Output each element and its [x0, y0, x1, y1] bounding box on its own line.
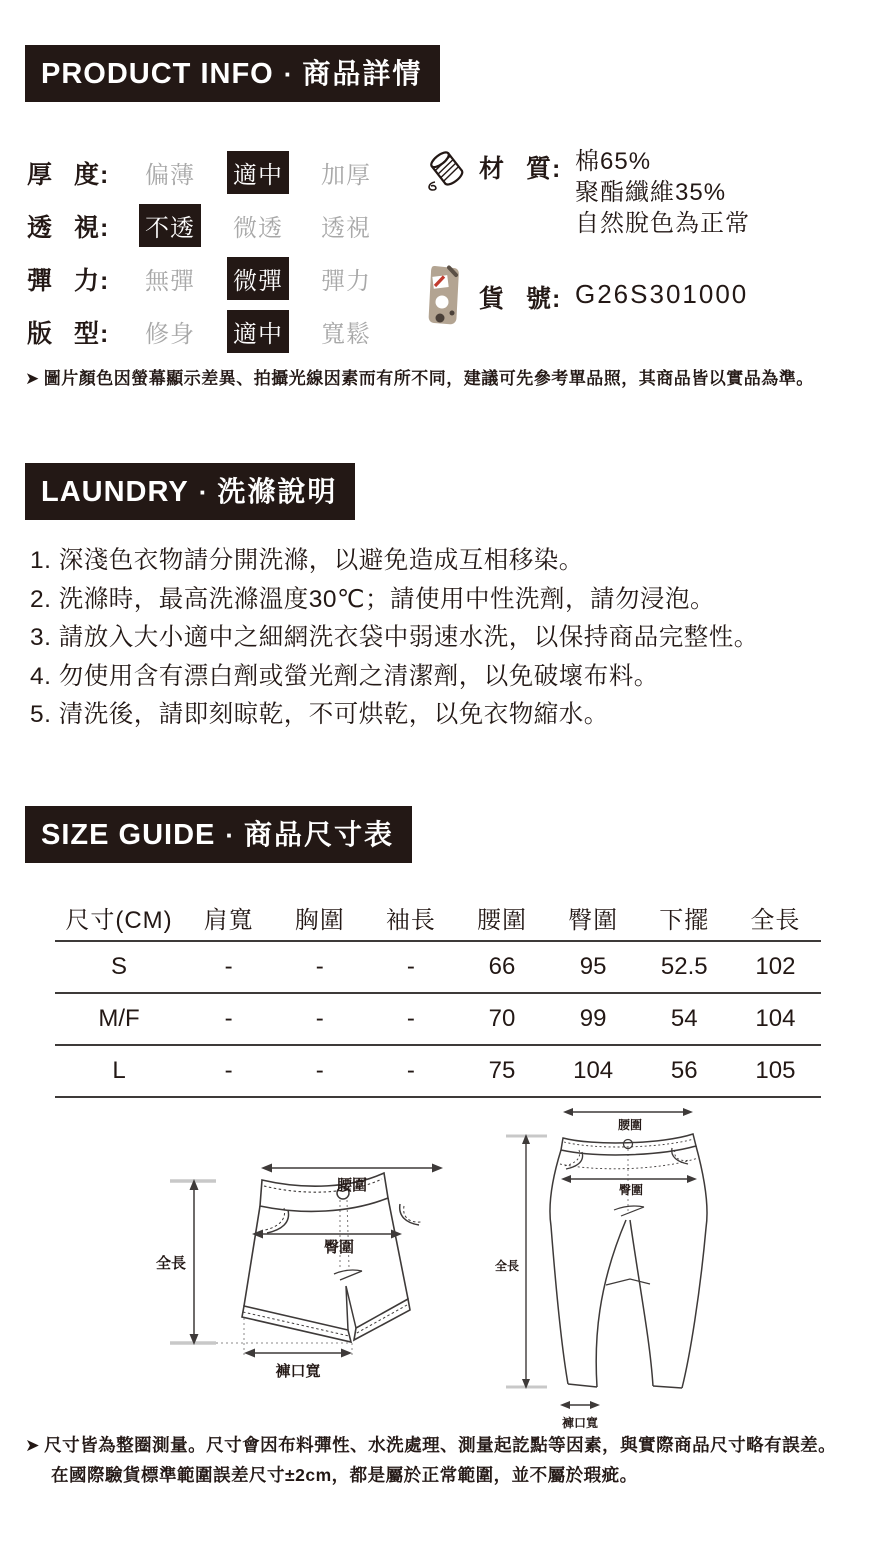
- size-cell: -: [315, 1057, 324, 1084]
- size-cell: 54: [670, 1005, 698, 1032]
- material-label: 材 質:: [479, 155, 562, 183]
- product-info-header: [25, 45, 440, 102]
- attribute-option: 修身: [145, 321, 195, 348]
- size-cell: 70: [488, 1005, 516, 1032]
- size-table-header: 臀圍: [568, 906, 619, 934]
- size-table-header: 肩寬: [203, 906, 254, 934]
- size-table-header-row: [55, 894, 821, 941]
- measurement-note-line: [25, 1430, 836, 1460]
- item-number-label: 貨 號:: [479, 285, 562, 313]
- laundry-item: 3. 請放入大小適中之細網洗衣袋中弱速水洗，以保持商品完整性。: [30, 624, 759, 651]
- laundry-title-zh: 洗滌說明: [217, 476, 338, 507]
- size-cell: -: [315, 953, 324, 980]
- material-row: [425, 146, 857, 239]
- shorts-hip-label: 臀圍: [323, 1239, 355, 1256]
- size-cell: -: [406, 1057, 415, 1084]
- arrow-marker-icon: ➤: [25, 369, 40, 388]
- attribute-option-selected: 不透: [139, 204, 201, 247]
- title-separator-dot: ·: [198, 477, 208, 507]
- size-cell: M/F: [98, 1005, 140, 1032]
- laundry-item: 1. 深淺色衣物請分開洗滌，以避免造成互相移染。: [30, 547, 584, 574]
- attribute-option: 寬鬆: [321, 321, 371, 348]
- size-cell: 75: [488, 1057, 516, 1084]
- title-separator-dot: ·: [225, 820, 235, 850]
- arrow-marker-icon: ➤: [25, 1435, 41, 1455]
- pants-measurement-diagram: [478, 1094, 728, 1442]
- attributes-section: [27, 146, 857, 358]
- product-info-title-zh: 商品詳情: [302, 58, 423, 89]
- attribute-row-stretch: [27, 252, 425, 305]
- size-cell: -: [406, 953, 415, 980]
- attribute-label: 版 型:: [27, 319, 110, 348]
- material-line: 自然脫色為正常: [575, 210, 750, 237]
- size-guide-header: [25, 806, 412, 863]
- attribute-option: 微透: [233, 215, 283, 242]
- laundry-header: [25, 463, 355, 520]
- pants-full-length-label: 全長: [495, 1259, 520, 1273]
- attribute-option: 偏薄: [145, 162, 195, 189]
- laundry-title-en: LAUNDRY: [41, 476, 189, 508]
- measurement-note-line: 在國際驗貨標準範圍誤差尺寸±2cm，都是屬於正常範圍，並不屬於瑕疵。: [51, 1465, 638, 1485]
- shorts-waist-label: 腰圍: [336, 1177, 368, 1194]
- attribute-list: [27, 146, 425, 358]
- size-guide-title-en: SIZE GUIDE: [41, 819, 216, 851]
- material-and-itemno: [425, 146, 857, 358]
- size-cell: -: [224, 1057, 233, 1084]
- shorts-full-length-label: 全長: [156, 1255, 187, 1272]
- pants-leg-opening-label: 褲口寬: [561, 1416, 599, 1430]
- size-table: [55, 894, 821, 1098]
- pants-hip-label: 臀圍: [618, 1183, 644, 1197]
- size-cell: 102: [755, 953, 796, 980]
- attribute-row-thickness: [27, 146, 425, 199]
- item-number-row: [425, 263, 857, 332]
- size-table-header: 下擺: [659, 906, 710, 934]
- size-cell: 66: [488, 953, 516, 980]
- product-info-title-en: PRODUCT INFO: [41, 58, 274, 90]
- thread-spool-icon: [425, 146, 479, 199]
- size-cell: -: [224, 953, 233, 980]
- attribute-option-selected: 微彈: [227, 257, 289, 300]
- size-cell: 99: [579, 1005, 607, 1032]
- size-table-header: 尺寸(CM): [65, 906, 173, 934]
- attribute-row-fit: [27, 305, 425, 358]
- attribute-option: 加厚: [321, 162, 371, 189]
- laundry-item: 4. 勿使用含有漂白劑或螢光劑之清潔劑，以免破壞布料。: [30, 662, 659, 690]
- size-cell: 95: [579, 953, 607, 980]
- measurement-notes: [25, 1430, 836, 1490]
- attribute-option: 透視: [321, 215, 371, 242]
- size-guide-title-zh: 商品尺寸表: [244, 819, 395, 850]
- laundry-instructions: [30, 542, 759, 735]
- attribute-option-selected: 適中: [227, 310, 289, 353]
- size-cell: S: [110, 953, 127, 980]
- size-cell: 104: [573, 1057, 614, 1084]
- title-separator-dot: ·: [283, 59, 293, 89]
- size-cell: 105: [755, 1057, 796, 1084]
- size-table-header: 袖長: [385, 906, 436, 934]
- attribute-label: 厚 度:: [27, 160, 110, 189]
- material-line: 聚酯纖維35%: [575, 179, 727, 206]
- pants-waist-label: 腰圍: [617, 1118, 643, 1132]
- material-value: [575, 146, 750, 239]
- size-cell: -: [224, 1005, 233, 1032]
- color-difference-note: [25, 364, 814, 389]
- laundry-item: 5. 清洗後，請即刻晾乾，不可烘乾，以免衣物縮水。: [30, 701, 609, 728]
- attribute-row-sheerness: [27, 199, 425, 252]
- attribute-option-selected: 適中: [227, 151, 289, 194]
- item-number-value: G26S301000: [575, 279, 749, 309]
- laundry-item: 2. 洗滌時，最高洗滌溫度30℃；請使用中性洗劑，請勿浸泡。: [30, 585, 716, 613]
- attribute-option: 無彈: [145, 268, 195, 295]
- size-cell: -: [315, 1005, 324, 1032]
- shorts-leg-opening-label: 褲口寬: [275, 1363, 321, 1380]
- size-row-s: [55, 941, 821, 993]
- size-row-l: [55, 1045, 821, 1097]
- attribute-option: 彈力: [321, 268, 371, 295]
- attribute-label: 彈 力:: [27, 266, 110, 295]
- color-difference-note-text: 圖片顏色因螢幕顯示差異、拍攝光線因素而有所不同，建議可先參考單品照，其商品皆以實品為準。: [43, 369, 814, 388]
- shorts-measurement-diagram: [150, 1146, 480, 1386]
- size-cell: -: [406, 1005, 415, 1032]
- size-table-header: 腰圍: [476, 906, 527, 934]
- size-table-header: 胸圍: [294, 906, 345, 934]
- material-line: 棉65%: [575, 148, 652, 175]
- size-cell: L: [112, 1057, 126, 1084]
- size-cell: 56: [670, 1057, 698, 1084]
- attribute-label: 透 視:: [27, 213, 110, 242]
- hang-tag-icon: [425, 263, 479, 332]
- size-row-mf: [55, 993, 821, 1045]
- size-table-header: 全長: [750, 906, 801, 934]
- size-cell: 52.5: [660, 953, 708, 980]
- size-cell: 104: [755, 1005, 796, 1032]
- measurement-note-text: 尺寸皆為整圈測量。尺寸會因布料彈性、水洗處理、測量起訖點等因素，與實際商品尺寸略有誤差。: [44, 1435, 837, 1455]
